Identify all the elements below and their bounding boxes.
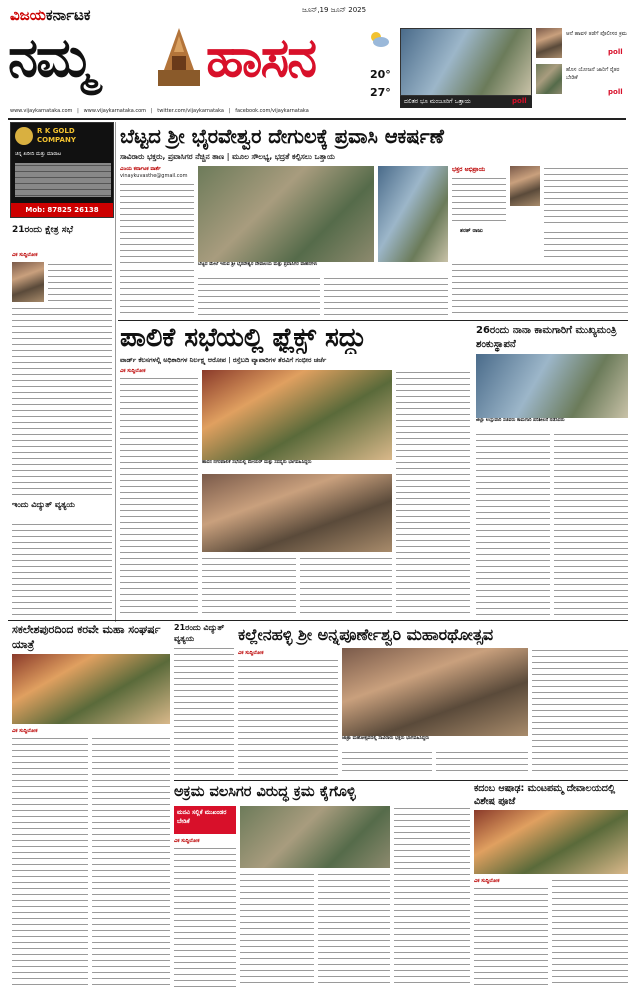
story4-caption: ಜಾತ್ರಾ ಮಹೋತ್ಸವದಲ್ಲಿ ಸಾವಿರಾರು ಭಕ್ತರು ಭಾಗವಹಿಸಿದ್ದರು — [342, 736, 430, 741]
side-text-1: ಆನೆ ಹಾವಳಿ ತಡೆಗೆ ಪೊಲೀಸರ ಕ್ರಮ — [566, 31, 628, 37]
left-story2-text — [12, 522, 112, 618]
left-story2-head: ಇಂದು ವಿದ್ಯುತ್ ವ್ಯತ್ಯಯ — [12, 500, 75, 509]
side-thumb-2 — [536, 64, 562, 94]
left-story1-byline: ವಿಕ ಸುದ್ದಿಲೋಕ — [12, 252, 38, 258]
story6-photo — [474, 810, 628, 874]
story5-text-col4 — [394, 806, 470, 988]
story5-box-text: ಮನವಿ ಸಲ್ಲಿಕೆ ಮುಖಂಡರ ಬೇಡಿಕೆ — [177, 809, 227, 825]
story5-headline: ಅಕ್ರಮ ವಲಸಿಗರ ವಿರುದ್ಧ ಕ್ರಮ ಕೈಗೊಳ್ಳಿ — [174, 784, 356, 800]
side-thumb-1 — [536, 28, 562, 58]
story4-text-col3 — [436, 750, 528, 776]
masthead-rule — [8, 118, 626, 120]
gold-ad — [10, 122, 114, 218]
lead-email: vinaykuvasthe@gmail.com — [120, 173, 188, 179]
left-col-rule — [115, 122, 116, 622]
story2-photo-2 — [202, 474, 392, 552]
quote-text-2 — [544, 166, 628, 226]
lead-photo-main — [198, 166, 374, 262]
story2-text-col1 — [120, 376, 198, 616]
ad-body — [15, 163, 111, 197]
quote-portrait — [510, 166, 540, 206]
separator: | — [74, 108, 83, 114]
bottom-left-headline: ಸಕಲೇಶಪುರದಿಂದ ಕರವೇ ಮಹಾ ಸಂಘರ್ಷ ಯಾತ್ರೆ — [12, 623, 161, 651]
separator: | — [147, 108, 156, 114]
quote-text-3 — [544, 230, 628, 260]
story4-byline: ವಿಕ ಸುದ್ದಿಲೋಕ — [238, 650, 264, 656]
ad-phone: Mob: 87825 26138 — [11, 203, 113, 217]
lead-text-col2 — [198, 276, 320, 318]
story6-text-col2 — [552, 878, 628, 988]
masthead-banner-caption: ದಲಿತರ ಭೂ ಮಂಜೂರಿಗೆ ಒತ್ತಾಯ — [400, 96, 532, 108]
story5-text-col1 — [174, 846, 236, 988]
bottom-left-byline: ವಿಕ ಸುದ್ದಿಲೋಕ — [12, 728, 38, 734]
masthead — [0, 0, 634, 120]
story5-text-col3 — [318, 872, 390, 988]
ad-logo — [15, 127, 33, 145]
story2-photo-1 — [202, 370, 392, 460]
separator: | — [225, 108, 234, 114]
twitter-link[interactable]: twitter.com/vijaykarnataka — [157, 108, 224, 114]
side-poll-1: poll — [608, 48, 623, 56]
quote-name: ಶರತ್‌ ರಾಜು — [460, 228, 483, 234]
vk-prefix: ವಿಜಯ — [10, 6, 46, 24]
story2-headline: ಪಾಲಿಕೆ ಸಭೆಯಲ್ಲಿ ಫ್ಲೆಕ್ಸ್ ಸದ್ದು — [120, 323, 367, 353]
story3-text-col2 — [554, 432, 628, 616]
story5-box — [174, 806, 236, 834]
story2-text-col2 — [202, 556, 296, 616]
story3-caption: ಜಿಲ್ಲಾ ಉಸ್ತುವಾರಿ ಸಚಿವರು ಕಾಮಗಾರಿ ಪರಿಶೀಲನೆ ನಡೆಸಿದರು — [476, 418, 565, 423]
quote-text-1 — [452, 176, 506, 226]
banner-poll: poll — [512, 97, 527, 105]
story6-byline: ವಿಕ ಸುದ್ದಿಲೋಕ — [474, 878, 500, 884]
story3-headline: 26ರಂದು ನಾನಾ ಕಾಮಗಾರಿಗೆ ಮುಖ್ಯಮಂತ್ರಿ ಶಂಕುಸ್ಥಾಪನೆ — [476, 325, 617, 350]
story4-text-col1 — [238, 658, 338, 776]
lead-caption: ಬೆಟ್ಟದ ಮೇಲೆ ಇರುವ ಶ್ರೀ ಭೈರವೇಶ್ವರ ದೇವಾಲಯ ಮತ್ತು ಪ್ರವಾಸಿಗರ ವಾಹನಗಳು — [198, 262, 318, 267]
story2-text-col3 — [300, 556, 392, 616]
masthead-banner-photo — [400, 28, 532, 96]
left-story1-text — [48, 262, 112, 306]
vk-logo — [10, 6, 91, 24]
story5-photo — [240, 806, 390, 868]
story3-text-col1 — [476, 432, 550, 616]
left-story1-text2 — [12, 306, 112, 496]
lead-text-col1 — [120, 182, 194, 264]
story4-text-col2 — [342, 750, 432, 776]
vk-suffix: ಕರ್ನಾಟಕ — [45, 6, 91, 24]
masthead-date: ಜೂನ್,19 ಜೂನ್ 2025 — [302, 6, 367, 14]
masthead-title-left: ನಮ್ಮ — [8, 26, 93, 89]
temp-low: 27° — [370, 86, 391, 99]
story4-headline: ಕಲ್ಲೇನಹಳ್ಳಿ ಶ್ರೀ ಅನ್ನಪೂರ್ಣೇಶ್ವರಿ ಮಹಾರಥೋತ್ಸವ — [238, 625, 494, 644]
site-link[interactable]: www.vijaykarnataka.com — [10, 108, 73, 114]
lead-text-col1b — [120, 268, 194, 318]
story4-photo — [342, 648, 528, 736]
lead-subhead: ಸಾವಿರಾರು ಭಕ್ತರು, ಪ್ರವಾಸಿಗರ ನೆಚ್ಚಿನ ತಾಣ | ಮೂಲ ಸೌಲಭ್ಯ, ಭದ್ರತೆ ಕಲ್ಪಿಸಲು ಒತ್ತಾಯ — [120, 152, 335, 161]
side-text-2: ಹೊಸ ಯೋಜನೆ ಜಾರಿಗೆ ರೈತರ ಬೇಡಿಕೆ — [566, 67, 620, 81]
lead-byline: ವಿಜಯ ಕರ್ನಾಟಕ ವಾರ್ತೆ — [120, 166, 161, 172]
bottom-left-photo — [12, 654, 170, 724]
bottom-small-headline: 21ರಂದು ವಿದ್ಯುತ್ ವ್ಯತ್ಯಯ — [174, 623, 225, 643]
lower-rule — [174, 780, 628, 781]
story2-caption: ಹಾಸನ ನಗರಪಾಲಿಕೆ ಸಭೆಯಲ್ಲಿ ಮೇಯರ್ ಮತ್ತು ಸದಸ್ಯರು ಭಾಗವಹಿಸಿದ್ದರು — [202, 460, 312, 465]
lead-text-col3 — [324, 276, 448, 318]
bottom-small-text — [174, 646, 234, 776]
quote-label: ಭಕ್ತರ ಅಭಿಪ್ರಾಯ — [452, 166, 486, 173]
mid-rule — [8, 620, 628, 621]
story2-text-col4 — [396, 370, 470, 616]
story4-text-col4 — [532, 648, 628, 776]
story6-headline: ಕದಂಬ ಆಷಾಢ: ಮಂಟಪಮ್ಮ ದೇವಾಲಯದಲ್ಲಿ ವಿಶೇಷ ಪೂಜೆ — [474, 783, 616, 807]
lead-headline: ಬೆಟ್ಟದ ಶ್ರೀ ಭೈರವೇಶ್ವರ ದೇಗುಲಕ್ಕೆ ಪ್ರವಾಸಿ ಆಕರ್ಷಣೆ — [120, 125, 444, 148]
side-poll-2: poll — [608, 88, 623, 96]
masthead-links — [10, 108, 410, 114]
story3-photo — [476, 354, 628, 418]
story5-text-col2 — [240, 872, 314, 988]
story2-byline: ವಿಕ ಸುದ್ದಿಲೋಕ — [120, 368, 146, 374]
left-story1-head: 21ರಂದು ಕ್ಷೇತ್ರ ಸಭೆ — [12, 225, 74, 235]
lead-rule — [118, 320, 628, 321]
lead-right-text — [452, 262, 628, 318]
masthead-title-right: ಹಾಸನ — [206, 26, 316, 89]
story6-text-col1 — [474, 886, 548, 988]
temp-high: 20° — [370, 68, 391, 81]
ad-company: R K GOLD COMPANY — [37, 127, 76, 144]
facebook-link[interactable]: facebook.com/vijaykarnataka — [235, 108, 309, 114]
weather-icon — [368, 30, 390, 52]
temple-illustration — [154, 26, 204, 88]
lead-photo-side — [378, 166, 448, 262]
ad-tagline: ಚಿನ್ನ ಖರೀದಿ ಮತ್ತು ಮಾರಾಟ — [15, 151, 62, 157]
story2-subhead: ವಾರ್ಡ್ ಕೆಲಸಗಳಲ್ಲಿ ಅಧಿಕಾರಿಗಳ ನಿರ್ಲಕ್ಷ್ಯ ಆರೋಪ | ರಸ್ತೆಬದಿ ವ್ಯಾಪಾರಿಗಳ ತೆರವಿಗೆ ಗಂಭೀರ ಚರ್ಚೆ — [120, 356, 327, 364]
epaper-link[interactable]: www.vijaykarnataka.com — [83, 108, 147, 114]
story5-byline: ವಿಕ ಸುದ್ದಿಲೋಕ — [174, 838, 200, 844]
bottom-left-text-col1 — [12, 736, 88, 988]
left-portrait — [12, 262, 44, 302]
bottom-left-text-col2 — [92, 736, 170, 988]
